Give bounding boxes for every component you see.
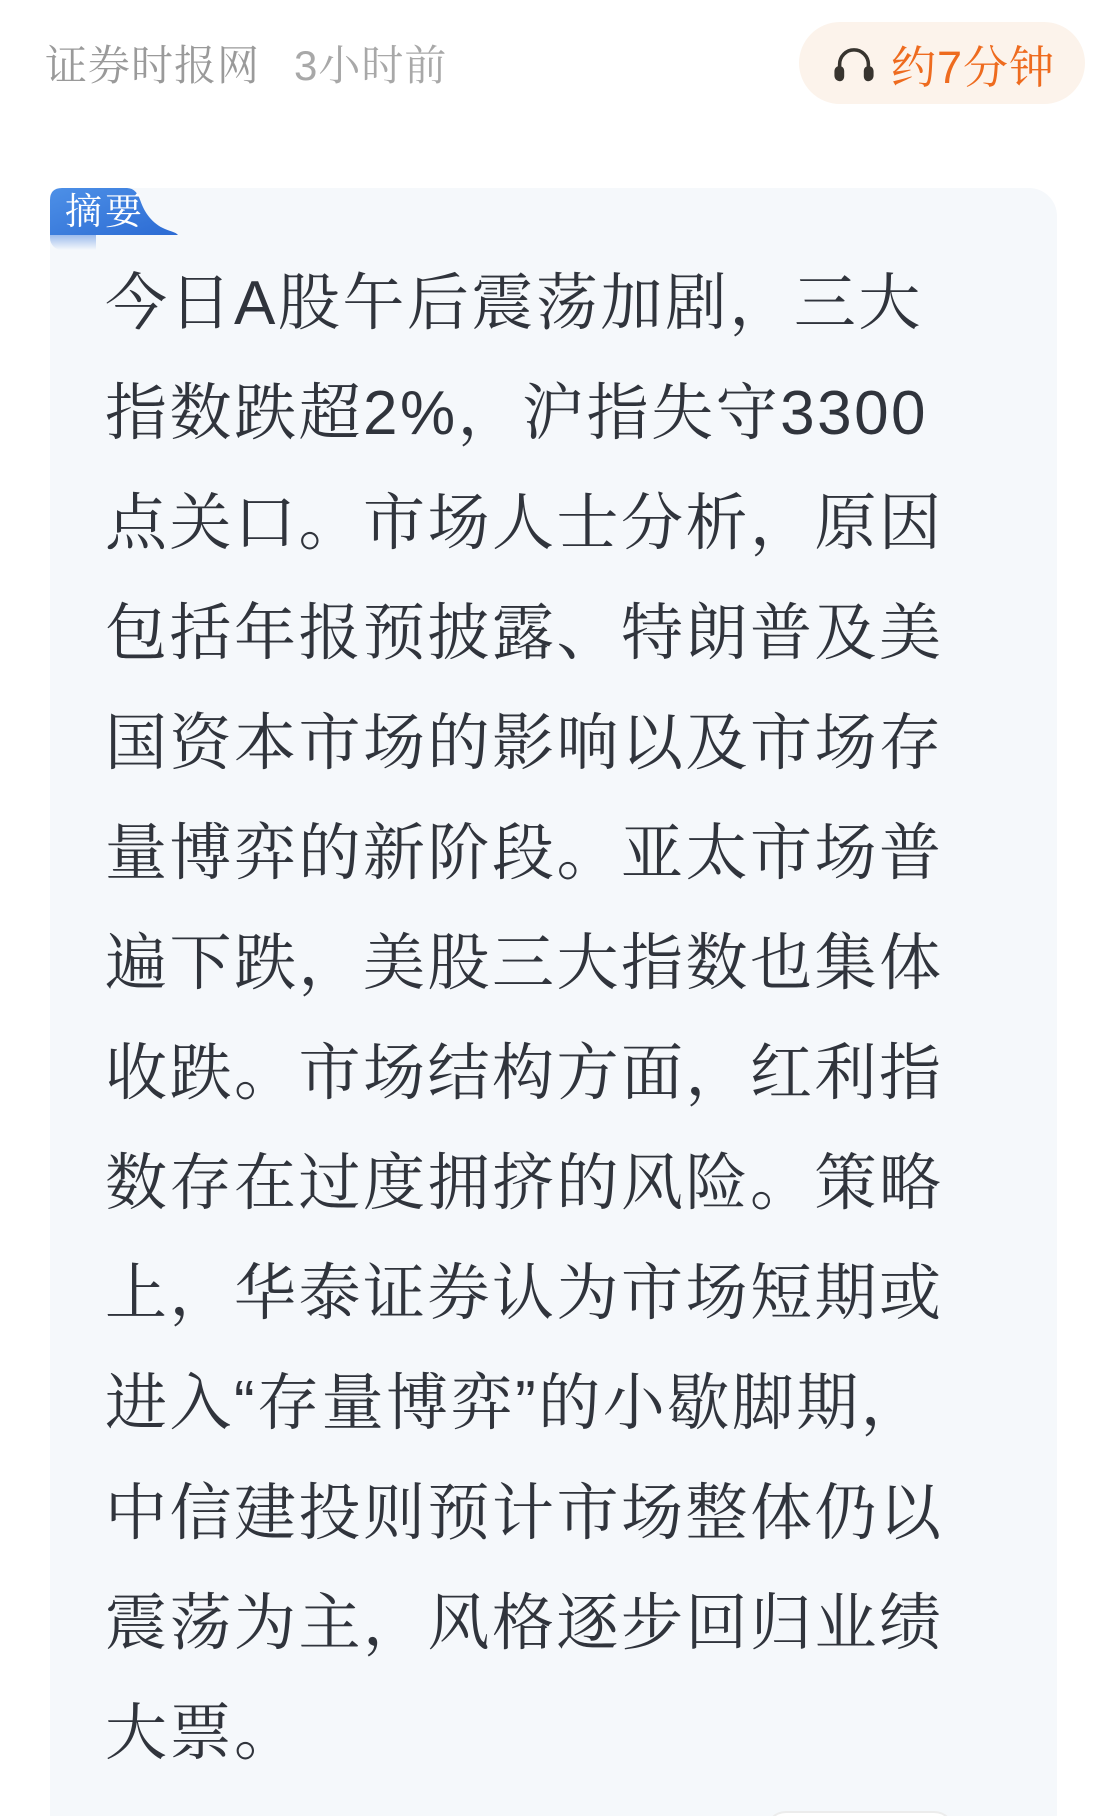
summary-text-block	[105, 249, 1005, 1789]
summary-line: 点关口。市场人士分析，原因	[105, 489, 944, 558]
ribbon-fold	[50, 235, 96, 250]
listen-audio-button[interactable]	[799, 22, 1085, 104]
summary-line: 包括年报预披露、特朗普及美	[105, 599, 944, 668]
summary-card	[50, 188, 1057, 1816]
article-meta-header	[45, 22, 1085, 104]
headphones-icon	[829, 38, 879, 88]
summary-line: 指数跌超2%，沪指失守3300	[105, 379, 929, 448]
article-timestamp: 3小时前	[294, 42, 448, 89]
summary-line: 今日A股午后震荡加剧，三大	[105, 269, 923, 338]
summary-tag-badge	[50, 188, 178, 235]
summary-line: 遍下跌，美股三大指数也集体	[105, 929, 944, 998]
summary-line: 上，华泰证券认为市场短期或	[105, 1259, 944, 1328]
summary-tag-label: 摘要	[65, 191, 145, 232]
summary-line: 大票。	[105, 1699, 299, 1768]
summary-line: 震荡为主，风格逐步回归业绩	[105, 1589, 944, 1658]
listen-duration-label: 约7分钟	[890, 41, 1055, 93]
summary-line: 中信建投则预计市场整体仍以	[105, 1479, 944, 1548]
summary-line: 国资本市场的影响以及市场存	[105, 709, 944, 778]
summary-line: 进入“存量博弈”的小歇脚期，	[105, 1369, 926, 1438]
article-source: 证券时报网	[45, 42, 261, 89]
bottom-button-cutoff[interactable]	[765, 1811, 955, 1816]
summary-line: 量博弈的新阶段。亚太市场普	[105, 819, 944, 888]
summary-line: 收跌。市场结构方面，红利指	[105, 1039, 944, 1108]
summary-line: 数存在过度拥挤的风险。策略	[105, 1149, 944, 1218]
